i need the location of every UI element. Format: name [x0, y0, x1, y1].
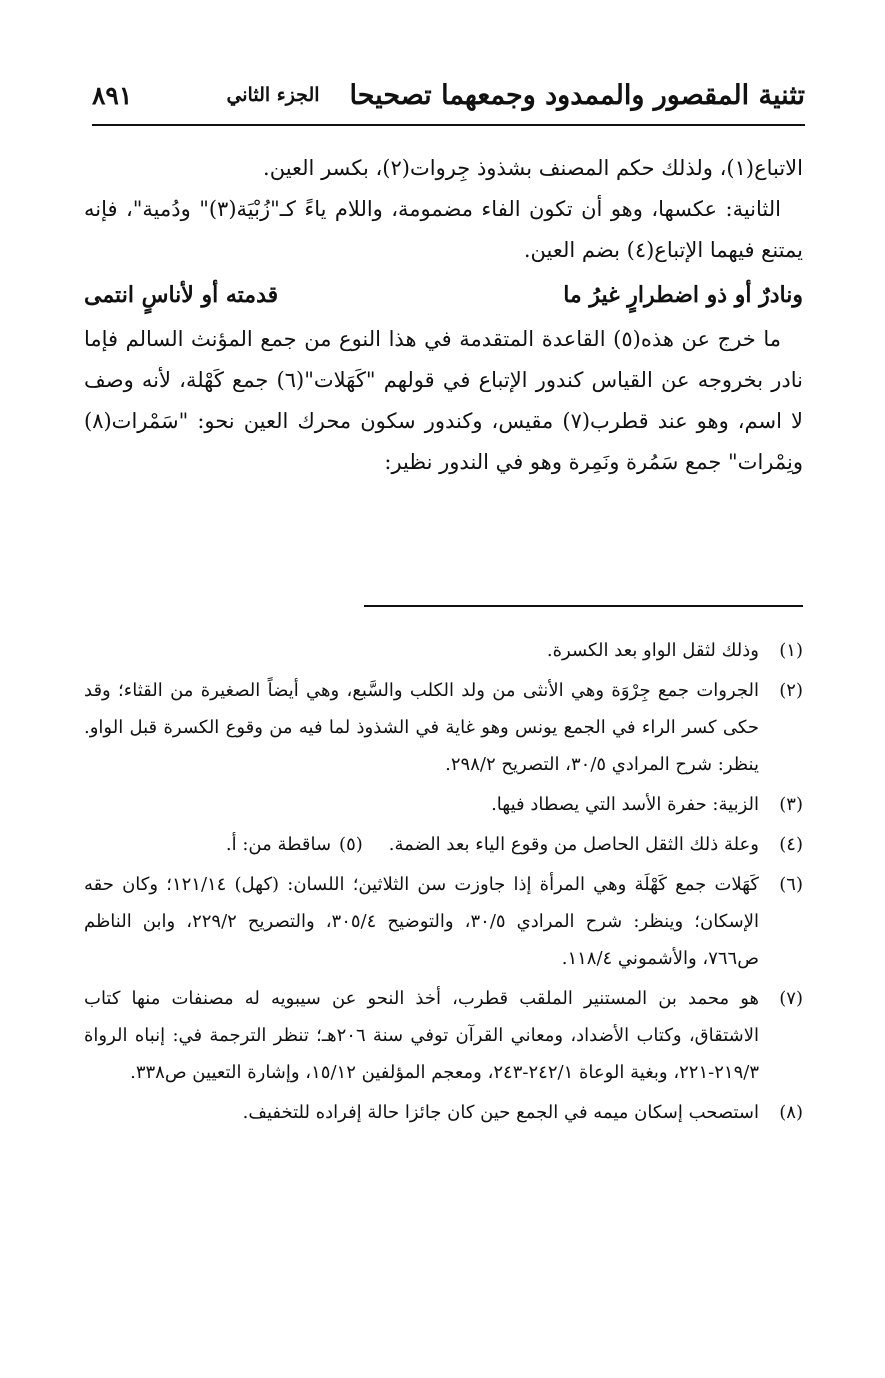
- footnote-text: الزبية: حفرة الأسد التي يصطاد فيها.: [491, 794, 759, 815]
- footnote: [84, 672, 803, 783]
- footnote: [84, 632, 803, 669]
- footnote-text: استصحب إسكان ميمه في الجمع حين كان جائزا حالة إفراده للتخفيف.: [242, 1102, 759, 1123]
- footnote-divider: [364, 605, 803, 607]
- footnote-number: (٣): [779, 794, 803, 815]
- footnote-number: (٢): [779, 680, 803, 701]
- page-number: ٨٩١: [92, 80, 133, 110]
- footnote: [84, 866, 803, 977]
- footnote: [84, 980, 803, 1091]
- poetry-verse: [84, 273, 803, 317]
- verse-first-hemistich: ونادرٌ أو ذو اضطرارٍ غيرُ ما: [563, 282, 803, 308]
- footnote-text: وعلة ذلك الثقل الحاصل من وقوع الياء بعد الضمة.: [388, 834, 759, 855]
- footnote-text: ساقطة من: أ.: [225, 834, 332, 855]
- footnote-text: وذلك لثقل الواو بعد الكسرة.: [546, 640, 759, 661]
- footnote: [84, 826, 803, 863]
- footnote-text-combined: [84, 826, 759, 863]
- paragraph-2: الثانية: عكسها، وهو أن تكون الفاء مضمومة، واللام ياءً كـ"زُبْيَة(٣)" ودُمية"، فإنه يمتنع فيهما الإتباع(٤) بضم العين.: [84, 197, 803, 262]
- footnote-number: (٥): [339, 834, 363, 855]
- footnote: [84, 1094, 803, 1131]
- footnote-text: الجروات جمع جِرْوَة وهي الأنثى من ولد الكلب والسَّبع، وهي أيضاً الصغيرة من القثاء؛ وقد حكى كسر الراء في الجمع يونس وهو غاية في الشذوذ لما فيه من وقوع الكسرة قبل الواو. ينظر: شرح المرادي ٣٠/٥، التصريح ٢٩٨/٢.: [84, 680, 759, 775]
- footnote-number: (٧): [779, 988, 803, 1009]
- footnote-number: (٨): [779, 1102, 803, 1123]
- running-header: [92, 70, 805, 120]
- paragraph-1: الاتباع(١)، ولذلك حكم المصنف بشذوذ جِروات(٢)، بكسر العين.: [263, 156, 803, 180]
- footnote-text: كَهَلات جمع كَهْلَة وهي المرأة إذا جاوزت سن الثلاثين؛ اللسان: (كهل) ١٢١/١٤؛ وكان حقه الإسكان؛ وينظر: شرح المرادي ٣٠/٥، والتوضيح ٣٠٥/٤، والتصريح ٢٢٩/٢، وابن الناظم ص٧٦٦، والأشموني ١١٨/٤.: [84, 874, 759, 969]
- main-text: [84, 148, 803, 483]
- chapter-title: تثنية المقصور والممدود وجمعهما تصحيحا: [349, 79, 805, 111]
- volume-label: الجزء الثاني: [226, 84, 320, 106]
- footnote-number: (٤): [779, 834, 803, 855]
- header-divider: [92, 124, 805, 126]
- paragraph-3: ما خرج عن هذه(٥) القاعدة المتقدمة في هذا النوع من جمع المؤنث السالم فإما نادر بخروجه عن القياس كندور الإتباع في قولهم "كَهَلات"(٦) جمع كَهْلة، لأنه وصف لا اسم، وهو عند قطرب(٧) مقيس، وكندور سكون محرك العين نحو: "سَمْرات(٨) ونِمْرات" جمع سَمُرة ونَمِرة وهو في الندور نظير:: [84, 327, 803, 474]
- footnotes: [84, 632, 803, 1134]
- footnote-text: هو محمد بن المستنير الملقب قطرب، أخذ النحو عن سيبويه له مصنفات منها كتاب الاشتقاق، وكتاب الأضداد، ومعاني القرآن توفي سنة ٢٠٦هـ؛ تنظر الترجمة في: إنباه الرواة ٢١٩/٣-٢٢١، وبغية الوعاة ٢٤٢/١-٢٤٣، ومعجم المؤلفين ١٥/١٢، وإشارة التعيين ص٣٣٨.: [84, 988, 760, 1083]
- footnote-number: (٦): [779, 874, 803, 895]
- footnote-number: (١): [779, 640, 803, 661]
- verse-second-hemistich: قدمته أو لأناسٍ انتمى: [84, 282, 279, 308]
- footnote: [84, 786, 803, 823]
